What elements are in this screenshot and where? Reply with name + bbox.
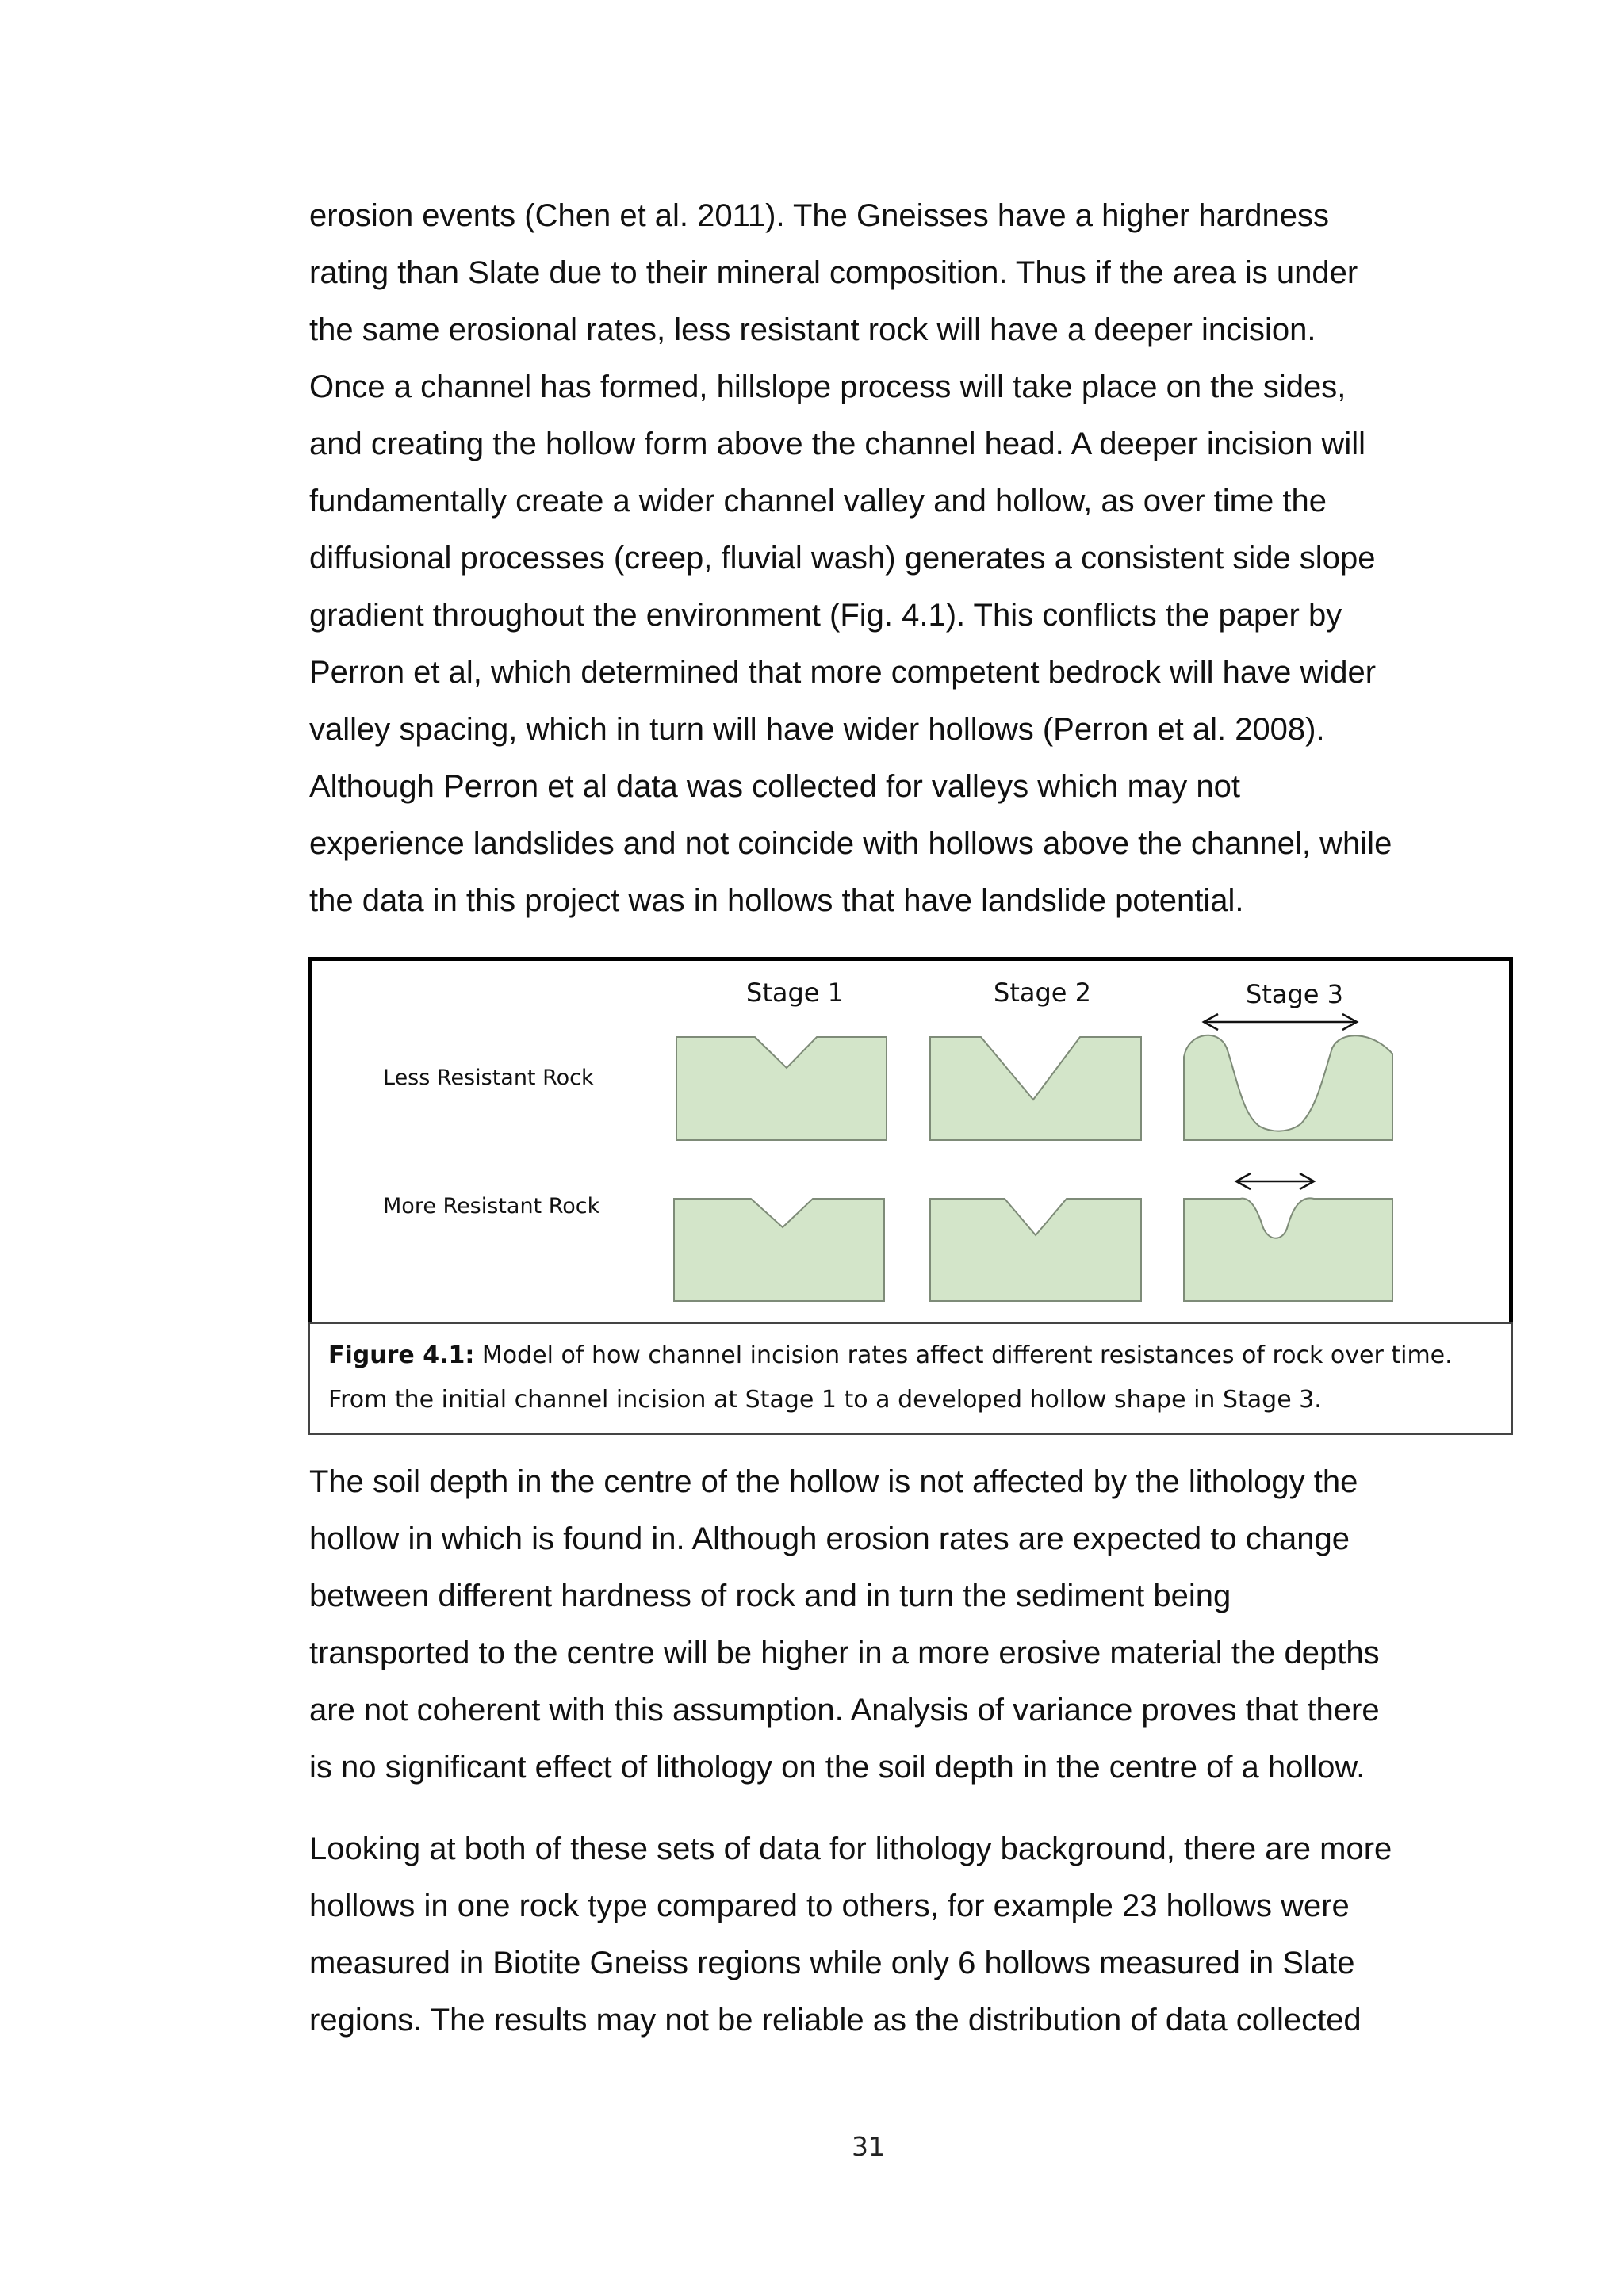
- caption-line-1: [328, 1334, 1511, 1378]
- less-resistant-stage-3-block: [1184, 1035, 1392, 1140]
- text-line: erosion events (Chen et al. 2011). The Gneisses have a higher hardness: [309, 198, 1329, 233]
- text-line: hollow in which is found in. Although erosion rates are expected to change: [309, 1521, 1350, 1556]
- text-line: gradient throughout the environment (Fig. 4.1). This conflicts the paper by: [309, 598, 1342, 633]
- text-line: is no significant effect of lithology on the soil depth in the centre of a hollow.: [309, 1750, 1365, 1785]
- less-resistant-stage-1-block: [676, 1037, 887, 1140]
- more-resistant-stage-1-block: [674, 1199, 884, 1301]
- paragraph-2: [309, 1453, 1467, 1796]
- text-line: experience landslides and not coincide with hollows above the channel, while: [309, 826, 1392, 861]
- figure-4-1-diagram: [308, 957, 1513, 1322]
- more-resistant-stage-3-block: [1184, 1198, 1392, 1301]
- caption-text-1: Model of how channel incision rates affect different resistances of rock over time.: [474, 1341, 1453, 1369]
- text-line: Perron et al, which determined that more competent bedrock will have wider: [309, 655, 1377, 690]
- less-resistant-stage-2-block: [930, 1037, 1141, 1140]
- more-resistant-rock-label: More Resistant Rock: [383, 1194, 600, 1219]
- narrow-hollow-arrow: [1236, 1173, 1314, 1189]
- text-line: Looking at both of these sets of data for lithology background, there are more: [309, 1831, 1392, 1866]
- text-line: transported to the centre will be higher in a more erosive material the depths: [309, 1636, 1380, 1670]
- text-line: the data in this project was in hollows that have landslide potential.: [309, 883, 1244, 918]
- text-line: valley spacing, which in turn will have wider hollows (Perron et al. 2008).: [309, 712, 1325, 747]
- text-line: The soil depth in the centre of the hollow is not affected by the lithology the: [309, 1464, 1358, 1499]
- text-line: and creating the hollow form above the channel head. A deeper incision will: [309, 427, 1365, 461]
- text-line: fundamentally create a wider channel valley and hollow, as over time the: [309, 484, 1327, 519]
- text-line: Once a channel has formed, hillslope process will take place on the sides,: [309, 369, 1346, 404]
- paragraph-3: [309, 1820, 1467, 2049]
- paragraph-1: [309, 187, 1467, 929]
- text-line: measured in Biotite Gneiss regions while only 6 hollows measured in Slate: [309, 1946, 1355, 1980]
- text-line: Although Perron et al data was collected for valleys which may not: [309, 769, 1240, 804]
- text-line: between different hardness of rock and in turn the sediment being: [309, 1578, 1231, 1613]
- stage-1-label: Stage 1: [746, 978, 844, 1008]
- incision-stages-svg: [308, 957, 1513, 1322]
- text-line: hollows in one rock type compared to others, for example 23 hollows were: [309, 1888, 1350, 1923]
- stage-2-label: Stage 2: [994, 978, 1091, 1008]
- wide-hollow-arrow: [1204, 1014, 1357, 1030]
- stage-3-label: Stage 3: [1246, 979, 1343, 1009]
- page-number: 31: [852, 2131, 885, 2162]
- caption-line-2: From the initial channel incision at Stage 1 to a developed hollow shape in Stage 3.: [328, 1386, 1322, 1414]
- caption-label: Figure 4.1:: [328, 1341, 475, 1369]
- text-line: diffusional processes (creep, fluvial wash) generates a consistent side slope: [309, 541, 1376, 576]
- text-line: are not coherent with this assumption. Analysis of variance proves that there: [309, 1693, 1380, 1728]
- text-line: rating than Slate due to their mineral composition. Thus if the area is under: [309, 255, 1358, 290]
- less-resistant-rock-label: Less Resistant Rock: [383, 1066, 594, 1090]
- text-line: regions. The results may not be reliable as the distribution of data collected: [309, 2003, 1362, 2038]
- figure-caption: [308, 1322, 1513, 1435]
- more-resistant-stage-2-block: [930, 1199, 1141, 1301]
- text-line: the same erosional rates, less resistant rock will have a deeper incision.: [309, 312, 1316, 347]
